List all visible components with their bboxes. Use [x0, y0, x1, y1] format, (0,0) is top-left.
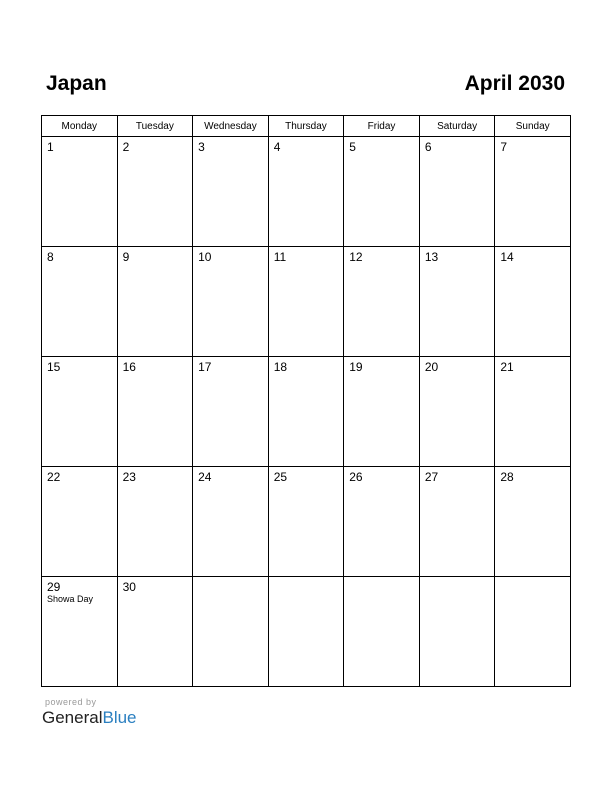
weekday-header: Sunday — [495, 116, 571, 137]
weekday-header: Monday — [42, 116, 118, 137]
day-cell — [495, 247, 571, 357]
day-number — [193, 577, 268, 580]
holiday-label: Showa Day — [47, 594, 94, 604]
day-cell — [117, 577, 193, 687]
day-number: 24 — [198, 470, 212, 484]
day-cell — [268, 357, 344, 467]
day-number: 5 — [349, 140, 356, 154]
weekday-header: Wednesday — [193, 116, 269, 137]
day-cell — [419, 247, 495, 357]
day-number: 29 — [47, 580, 61, 594]
day-number: 30 — [122, 580, 136, 594]
brand-logo — [42, 708, 137, 728]
day-cell — [42, 357, 118, 467]
weekday-header: Tuesday — [117, 116, 193, 137]
day-cell — [117, 247, 193, 357]
day-number: 27 — [424, 470, 439, 484]
day-number: 20 — [424, 360, 439, 374]
day-number: 22 — [47, 470, 61, 484]
powered-by-text: powered by — [45, 697, 97, 707]
day-cell — [117, 357, 193, 467]
day-cell — [42, 247, 118, 357]
day-number: 23 — [122, 470, 136, 484]
week-row — [42, 247, 571, 357]
day-cell — [268, 467, 344, 577]
day-number: 12 — [349, 250, 363, 264]
day-number: 16 — [122, 360, 136, 374]
day-cell — [495, 467, 571, 577]
day-cell — [344, 467, 420, 577]
day-cell — [268, 577, 344, 687]
day-number: 28 — [500, 470, 514, 484]
day-number: 18 — [273, 360, 288, 374]
footer-branding — [42, 697, 137, 728]
day-cell — [193, 247, 269, 357]
day-number: 6 — [424, 140, 432, 154]
weekday-header: Thursday — [268, 116, 344, 137]
week-row — [42, 467, 571, 577]
day-cell — [419, 137, 495, 247]
day-cell — [495, 357, 571, 467]
day-number: 8 — [47, 250, 54, 264]
day-number: 4 — [273, 140, 281, 154]
day-cell — [193, 137, 269, 247]
week-row — [42, 357, 571, 467]
day-cell — [268, 137, 344, 247]
day-cell — [193, 357, 269, 467]
day-number: 2 — [122, 140, 130, 154]
day-cell — [344, 137, 420, 247]
month-year-title: April 2030 — [464, 72, 565, 95]
day-cell — [344, 357, 420, 467]
day-number: 3 — [198, 140, 205, 154]
day-number: 7 — [500, 140, 508, 154]
day-number: 1 — [47, 140, 54, 154]
weekday-header: Friday — [344, 116, 420, 137]
day-cell — [42, 467, 118, 577]
calendar-grid — [41, 115, 571, 687]
brand-name-part1: General — [42, 708, 103, 727]
week-row — [42, 577, 571, 687]
day-number: 19 — [349, 360, 363, 374]
day-number: 25 — [273, 470, 288, 484]
week-row — [42, 137, 571, 247]
brand-name-part2: Blue — [102, 708, 137, 727]
day-number: 11 — [273, 250, 287, 264]
day-cell — [344, 247, 420, 357]
day-number: 10 — [198, 250, 212, 264]
day-number: 17 — [198, 360, 212, 374]
weekday-header-row — [42, 116, 571, 137]
day-cell — [117, 137, 193, 247]
day-number: 21 — [500, 360, 514, 374]
day-cell — [268, 247, 344, 357]
day-cell — [117, 467, 193, 577]
day-number: 26 — [349, 470, 363, 484]
day-cell — [42, 137, 118, 247]
day-number — [420, 577, 495, 580]
weekday-header: Saturday — [419, 116, 495, 137]
day-number: 13 — [424, 250, 439, 264]
day-number: 9 — [122, 250, 130, 264]
country-title: Japan — [46, 72, 107, 95]
day-cell — [419, 467, 495, 577]
day-cell — [495, 577, 571, 687]
day-cell — [419, 357, 495, 467]
day-cell — [344, 577, 420, 687]
day-number — [344, 577, 419, 580]
day-cell — [495, 137, 571, 247]
day-cell — [193, 467, 269, 577]
day-number — [269, 577, 344, 580]
day-number: 14 — [500, 250, 514, 264]
day-number — [495, 577, 570, 580]
day-number: 15 — [47, 360, 61, 374]
day-cell — [419, 577, 495, 687]
day-cell — [193, 577, 269, 687]
day-cell — [42, 577, 118, 687]
